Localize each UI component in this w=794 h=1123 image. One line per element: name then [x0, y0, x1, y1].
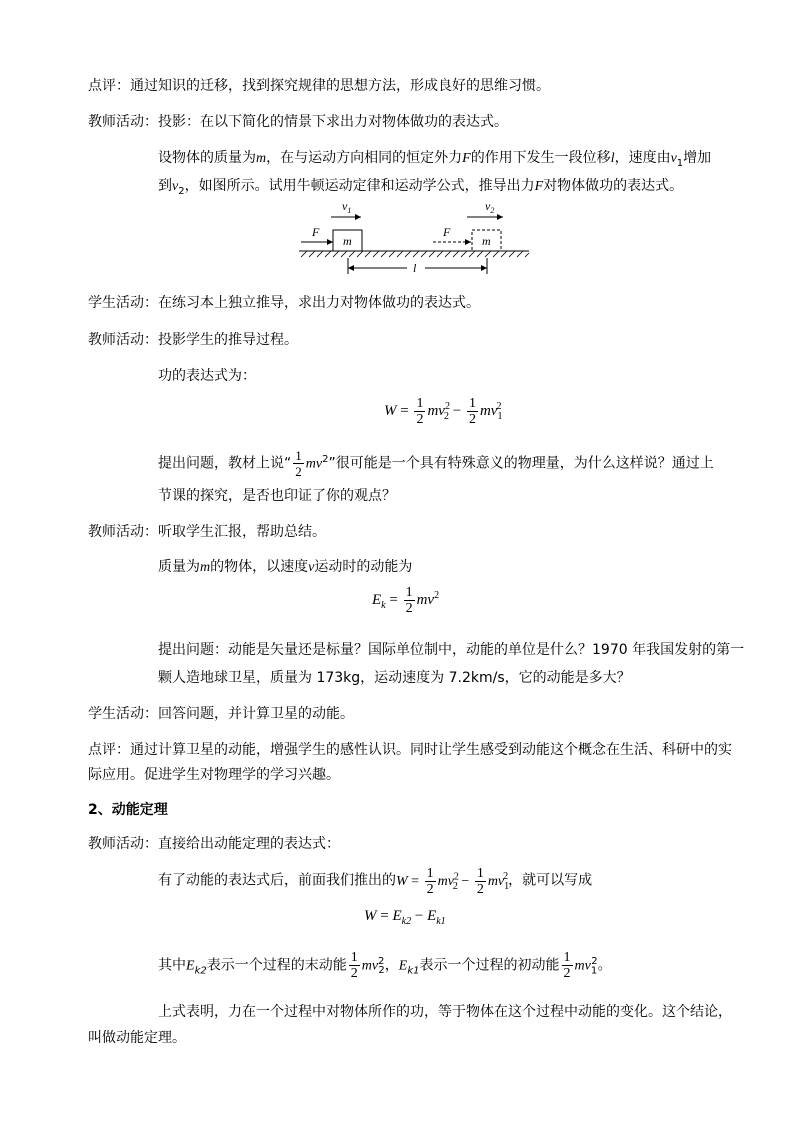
satellite-question-line-2: 颗人造地球卫星，质量为 173kg，运动速度为 7.2km/s，它的动能是多大？ — [158, 670, 631, 686]
equation-work: W = $\frac{1}{2}$ $mv^2_2$ − $\frac{1}{2}$ $mv_1^2$ — [384, 396, 503, 427]
force-arrowhead-1 — [327, 239, 333, 245]
kinetic-energy-definition: 质量为m的物体，以速度v运动时的动能为 — [158, 559, 413, 575]
displacement-arrowhead-right — [481, 265, 487, 271]
question-paragraph-line-1: 提出问题，教材上说“ $\frac{1}{2}$ $mv^2$”很可能是一个具有特殊意义的物理量，为什么这样说？通过上 — [158, 448, 714, 479]
section-heading: 2、动能定理 — [88, 802, 168, 818]
work-expression-intro: 功的表达式为： — [158, 368, 256, 384]
satellite-question-line-1: 提出问题：动能是矢量还是标量？国际单位制中，动能的单位是什么？1970 年我国发射的第一 — [158, 642, 745, 658]
comment-1: 点评：通过知识的迁移，找到探究规律的思想方法，形成良好的思维习惯。 — [88, 78, 550, 94]
equation-kinetic-energy: $E_k$ = $\frac{1}{2}$ $mv^2$ — [372, 585, 440, 616]
teacher-activity-2: 教师活动：投影学生的推导过程。 — [88, 332, 298, 348]
comment-2-line-2: 际应用。促进学生对物理学的学习兴趣。 — [88, 767, 340, 783]
teacher-activity-3: 教师活动：听取学生汇报，帮助总结。 — [88, 524, 326, 540]
student-activity-2: 学生活动：回答问题，并计算卫星的动能。 — [88, 706, 354, 722]
v1-label: $v_1$ — [342, 199, 352, 215]
theorem-intro: 有了动能的表达式后，前面我们推出的W = $\frac{1}{2}$ $mv^2_2$ − $\frac{1}{2}$ $mv_1^2$，就可以写成 — [158, 866, 593, 897]
displacement-arrowhead-left — [348, 265, 354, 271]
theorem-explanation: 其中$E_{k2}$表示一个过程的末动能 $\frac{1}{2}$ $mv^2_2$，$E_{k1}$表示一个过程的初动能 $\frac{1}{2}$ $mv_1^2$。 — [158, 950, 612, 981]
conclusion-line-2: 叫做动能定理。 — [88, 1030, 186, 1046]
force-arrowhead-2 — [465, 239, 471, 245]
v2-label: $v_2$ — [485, 199, 495, 215]
v2-arrowhead — [497, 214, 503, 220]
force-label-1: F — [312, 225, 320, 239]
ground-hatching — [301, 251, 529, 257]
v1-arrowhead — [355, 214, 361, 220]
setup-paragraph-line-2: 到$v_2$，如图所示。试用牛顿运动定律和运动学公式，推导出力F对物体做功的表达式。 — [158, 178, 684, 197]
displacement-label: l — [413, 261, 417, 275]
equation-theorem: $W = E_{k2} - E_{k1}$ — [364, 908, 446, 927]
force-diagram — [295, 198, 535, 280]
comment-2-line-1: 点评：通过计算卫星的动能，增强学生的感性认识。同时让学生感受到动能这个概念在生活、科研中的实 — [88, 742, 732, 758]
teacher-activity-4: 教师活动：直接给出动能定理的表达式： — [88, 836, 340, 852]
question-paragraph-line-2: 节课的探究，是否也印证了你的观点？ — [158, 488, 396, 504]
teacher-activity-1: 教师活动：投影：在以下简化的情景下求出力对物体做功的表达式。 — [88, 114, 508, 130]
student-activity-1: 学生活动：在练习本上独立推导，求出力对物体做功的表达式。 — [88, 295, 480, 311]
conclusion-line-1: 上式表明，力在一个过程中对物体所作的功，等于物体在这个过程中动能的变化。这个结论， — [158, 1004, 732, 1020]
mass-label-2: m — [482, 234, 491, 248]
mass-label-1: m — [343, 234, 352, 248]
setup-paragraph-line-1: 设物体的质量为m，在与运动方向相同的恒定外力F的作用下发生一段位移l，速度由$v_1$增加 — [158, 150, 712, 169]
force-label-2: F — [443, 225, 451, 239]
